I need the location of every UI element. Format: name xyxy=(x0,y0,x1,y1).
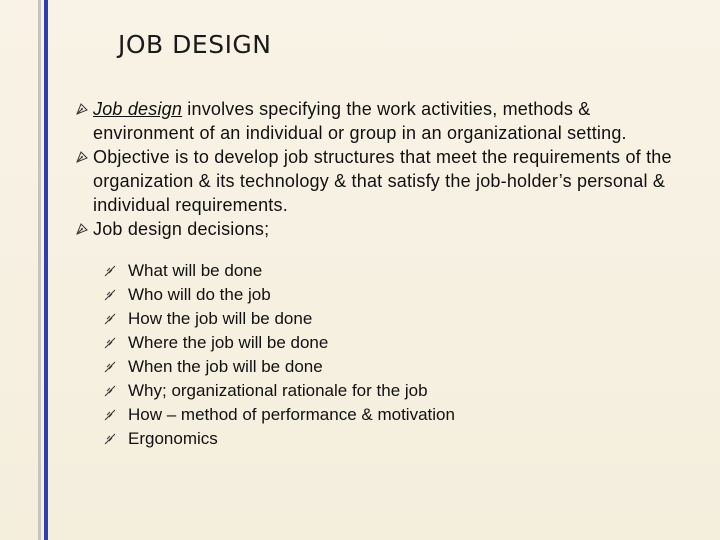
decision-sub-bullet-list xyxy=(104,259,664,451)
sub-bullet-how xyxy=(104,307,664,331)
main-bullet-list xyxy=(75,97,695,241)
left-blue-rule xyxy=(44,0,48,540)
sub-bullet-why xyxy=(104,379,664,403)
bullet-decisions xyxy=(75,217,695,241)
feather-icon xyxy=(104,313,116,325)
sub-bullet-text: Ergonomics xyxy=(128,429,218,448)
sub-bullet-when xyxy=(104,355,664,379)
feather-icon xyxy=(104,385,116,397)
sub-bullet-what xyxy=(104,259,664,283)
job-design-term: Job design xyxy=(93,99,183,119)
sub-bullet-text: Who will do the job xyxy=(128,285,271,304)
sub-bullet-ergonomics xyxy=(104,427,664,451)
slide-title: JOB DESIGN xyxy=(118,30,272,59)
feather-icon xyxy=(104,265,116,277)
sub-bullet-where xyxy=(104,331,664,355)
pen-nib-icon xyxy=(75,150,89,164)
left-gray-rule xyxy=(38,0,41,540)
bullet-text: involves specifying the work activities, methods & environment of an individual or group in an organizational setting. xyxy=(93,99,627,143)
bullet-objective xyxy=(75,145,695,217)
pen-nib-icon xyxy=(75,222,89,236)
sub-bullet-method xyxy=(104,403,664,427)
sub-bullet-text: How the job will be done xyxy=(128,309,313,328)
feather-icon xyxy=(104,337,116,349)
sub-bullet-text: What will be done xyxy=(128,261,263,280)
pen-nib-icon xyxy=(75,102,89,116)
sub-bullet-text: How – method of performance & motivation xyxy=(128,405,455,424)
sub-bullet-text: Where the job will be done xyxy=(128,333,329,352)
bullet-text: Job design decisions; xyxy=(93,219,270,239)
sub-bullet-text: When the job will be done xyxy=(128,357,323,376)
feather-icon xyxy=(104,409,116,421)
feather-icon xyxy=(104,361,116,373)
sub-bullet-who xyxy=(104,283,664,307)
feather-icon xyxy=(104,289,116,301)
bullet-job-design-definition xyxy=(75,97,695,145)
bullet-text: Objective is to develop job structures that meet the requirements of the organization & its technology & that satisfy the job-holder’s personal & individual requirements. xyxy=(93,147,672,215)
feather-icon xyxy=(104,433,116,445)
sub-bullet-text: Why; organizational rationale for the job xyxy=(128,381,428,400)
